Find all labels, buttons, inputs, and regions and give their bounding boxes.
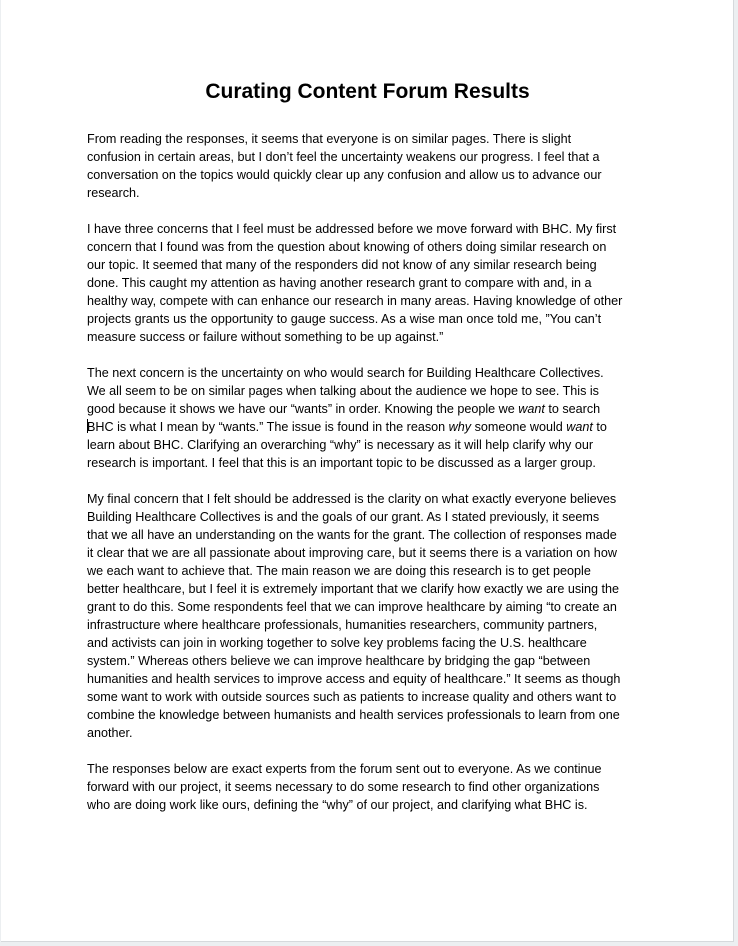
text-line: it clear that we are all passionate about improving care, but it seems there is a variation on how bbox=[87, 546, 617, 560]
text-line: system.” Whereas others believe we can improve healthcare by bridging the gap “between bbox=[87, 654, 591, 668]
text-line: confusion in certain areas, but I don’t feel the uncertainty weakens our progress. I feel that a bbox=[87, 150, 600, 164]
text-line: infrastructure where healthcare professionals, humanities researchers, community partners, bbox=[87, 618, 598, 632]
text-line: The next concern is the uncertainty on who would search for Building Healthcare Collectives. bbox=[87, 366, 604, 380]
text-line: From reading the responses, it seems that everyone is on similar pages. There is slight bbox=[87, 132, 572, 146]
text-run: to bbox=[592, 420, 607, 434]
text-line: research. bbox=[87, 186, 140, 200]
text-run: BHC is what I mean by “wants.” The issue is found in the reason bbox=[87, 420, 449, 434]
text-line: some want to work with outside sources such as patients to increase quality and others want to bbox=[87, 690, 617, 704]
paragraph-three-concerns bbox=[87, 220, 653, 346]
text-line: projects grants us the opportunity to gauge success. As a wise man once told me, ”You can’t bbox=[87, 312, 602, 326]
text-line: another. bbox=[87, 726, 133, 740]
text-run: to search bbox=[544, 402, 601, 416]
text-line: and activists can join in working together to solve key problems facing the U.S. healthcare bbox=[87, 636, 587, 650]
document-body[interactable] bbox=[87, 130, 653, 832]
text-line: our topic. It seemed that many of the responders did not know of any similar research being bbox=[87, 258, 597, 272]
text-line: Building Healthcare Collectives is and the goals of our grant. As I stated previously, it seems bbox=[87, 510, 600, 524]
text-line: measure success or failure without something to be up against.” bbox=[87, 330, 444, 344]
emphasis-want: want bbox=[518, 402, 545, 416]
text-line: concern that I found was from the question about knowing of others doing similar research on bbox=[87, 240, 607, 254]
document-title: Curating Content Forum Results bbox=[205, 80, 530, 103]
emphasis-why: why bbox=[448, 420, 472, 434]
text-line: My final concern that I felt should be addressed is the clarity on what exactly everyone believes bbox=[87, 492, 617, 506]
text-run: good because it shows we have our “wants” in order. Knowing the people we bbox=[87, 402, 519, 416]
text-line: combine the knowledge between humanists and health services professionals to learn from one bbox=[87, 708, 620, 722]
text-line: humanities and health services to improve access and equity of healthcare.” It seems as though bbox=[87, 672, 621, 686]
paragraph-final-concern bbox=[87, 490, 653, 742]
text-line: We all seem to be on similar pages when talking about the audience we hope to see. This is bbox=[87, 384, 599, 398]
text-line: research is important. I feel that this is an important topic to be discussed as a larger group. bbox=[87, 456, 596, 470]
text-line: The responses below are exact experts from the forum sent out to everyone. As we continue bbox=[87, 762, 602, 776]
document-page[interactable] bbox=[1, 0, 734, 942]
text-line: I have three concerns that I feel must be addressed before we move forward with BHC. My first bbox=[87, 222, 617, 236]
text-line: we each want to achieve that. The main reason we are doing this research is to get people bbox=[87, 564, 591, 578]
text-line: better healthcare, but I feel it is extremely important that we clarify how exactly we are using the bbox=[87, 582, 619, 596]
text-line bbox=[87, 418, 653, 436]
text-line: that we all have an understanding on the wants for the grant. The collection of responses made bbox=[87, 528, 617, 542]
text-line: forward with our project, it seems necessary to do some research to find other organizations bbox=[87, 780, 600, 794]
emphasis-want: want bbox=[566, 420, 593, 434]
paragraph-closing bbox=[87, 760, 653, 814]
text-run: someone would bbox=[471, 420, 567, 434]
text-line: conversation on the topics would quickly clear up any confusion and allow us to advance our bbox=[87, 168, 602, 182]
paragraph-intro bbox=[87, 130, 653, 202]
text-line: learn about BHC. Clarifying an overarching “why” is necessary as it will help clarify why our bbox=[87, 438, 594, 452]
text-line: done. This caught my attention as having another research grant to compare with and, in a bbox=[87, 276, 592, 290]
paragraph-next-concern bbox=[87, 364, 653, 472]
text-line: grant to do this. Some respondents feel that we can improve healthcare by aiming “to create an bbox=[87, 600, 617, 614]
text-line: who are doing work like ours, defining the “why” of our project, and clarifying what BHC is. bbox=[87, 798, 588, 812]
text-line bbox=[87, 400, 653, 418]
text-line: healthy way, compete with can enhance our research in many areas. Having knowledge of other bbox=[87, 294, 623, 308]
